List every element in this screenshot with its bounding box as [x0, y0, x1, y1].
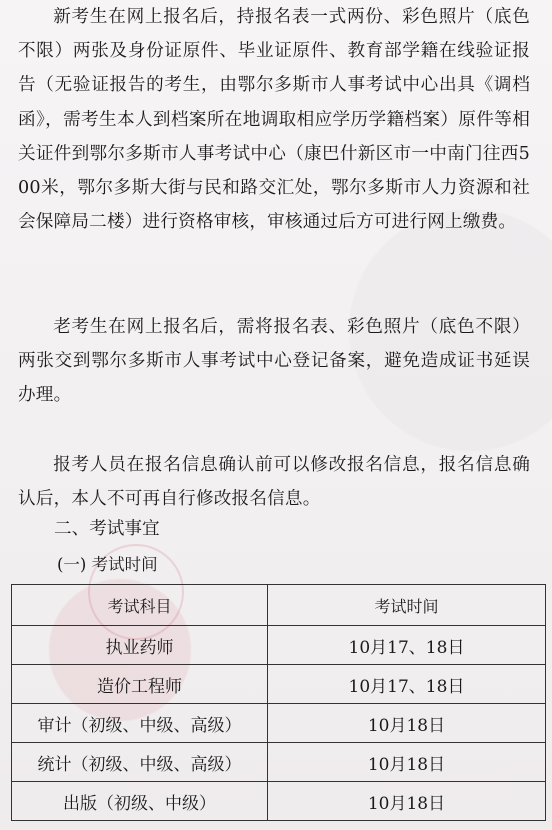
cell-time: 10月18日 — [268, 704, 546, 743]
cell-time: 10月17、18日 — [268, 626, 546, 665]
cell-subject: 统计（初级、中级、高级） — [12, 743, 268, 782]
table-row — [12, 626, 546, 665]
cell-time: 10月18日 — [268, 743, 546, 782]
paragraph-new-candidates: 新考生在网上报名后，持报名表一式两份、彩色照片（底色不限）两张及身份证原件、毕业证原件、教育部学籍在线验证报告（无验证报告的考生，由鄂尔多斯市人事考试中心出具《调档函》，需考生本人到档案所在地调取相应学历学籍档案）原件等相关证件到鄂尔多斯市人事考试中心（康巴什新区市一中南门往西500米，鄂尔多斯大街与民和路交汇处，鄂尔多斯市人力资源和社会保障局二楼）进行资格审核，审核通过后方可进行网上缴费。 — [18, 7, 530, 233]
table-row — [12, 665, 546, 704]
cell-subject: 审计（初级、中级、高级） — [12, 704, 268, 743]
cell-time: 10月17、18日 — [268, 665, 546, 704]
header-time: 考试时间 — [268, 585, 546, 626]
section-heading-exam-matters: 二、考试事宜 — [54, 519, 160, 539]
table-row — [12, 782, 546, 821]
cell-time: 10月18日 — [268, 782, 546, 821]
subheading-exam-time: (一) 考试时间 — [57, 555, 158, 574]
cell-subject: 出版（初级、中级） — [12, 782, 268, 821]
table-header-row — [12, 585, 546, 626]
table-row — [12, 743, 546, 782]
cell-subject: 执业药师 — [12, 626, 268, 665]
paragraph-info-modification: 报考人员在报名信息确认前可以修改报名信息，报名信息确认后，本人不可再自行修改报名信息。 — [18, 455, 530, 510]
header-subject: 考试科目 — [12, 585, 268, 626]
cell-subject: 造价工程师 — [12, 665, 268, 704]
table-row — [12, 704, 546, 743]
paragraph-returning-candidates: 老考生在网上报名后，需将报名表、彩色照片（底色不限）两张交到鄂尔多斯市人事考试中心登记备案，避免造成证书延误办理。 — [18, 317, 530, 406]
exam-schedule-table — [11, 584, 546, 821]
